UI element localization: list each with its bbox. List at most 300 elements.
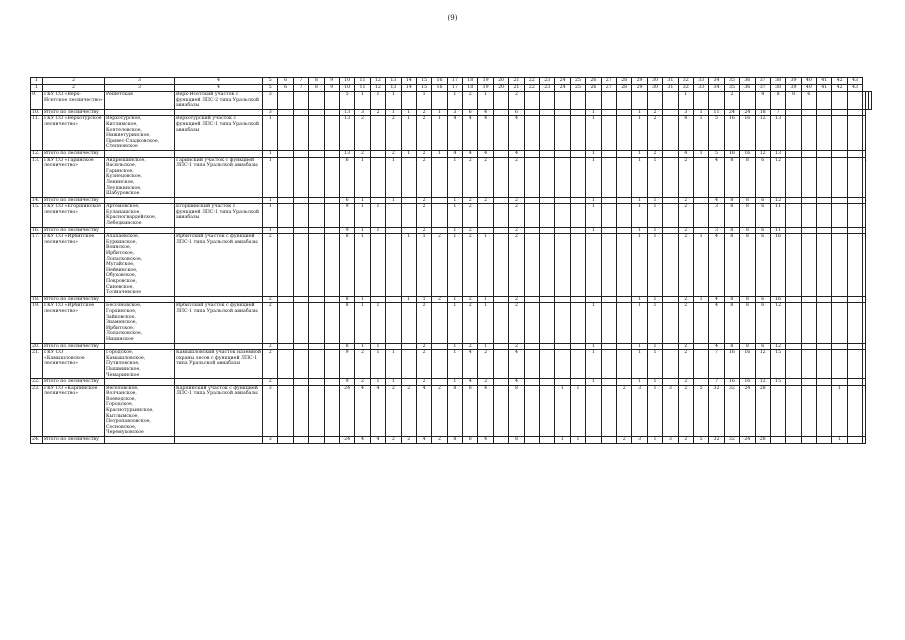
value-cell xyxy=(493,116,508,151)
value-cell xyxy=(817,204,832,227)
district-forestries-cell xyxy=(105,350,175,379)
value-cell xyxy=(555,379,570,386)
header-cell: 2 xyxy=(43,85,105,92)
value-cell xyxy=(801,197,816,204)
header-cell: 23 xyxy=(540,78,555,85)
value-cell: 1 xyxy=(863,157,866,197)
value-cell: 2 xyxy=(509,296,524,303)
value-cell: 4 xyxy=(509,350,524,379)
value-cell: 1 xyxy=(586,197,601,204)
value-cell: 1 xyxy=(447,227,462,234)
value-cell xyxy=(869,92,872,110)
value-cell xyxy=(401,227,416,234)
value-cell: 8 xyxy=(786,92,801,110)
value-cell: 1 xyxy=(386,92,401,110)
value-cell: 1 xyxy=(386,350,401,379)
header-cell: 43 xyxy=(847,78,862,85)
value-cell: 2 xyxy=(355,379,370,386)
value-cell: 2 xyxy=(416,343,431,350)
header-cell: 12 xyxy=(370,78,385,85)
value-cell xyxy=(663,234,678,297)
header-cell: 11 xyxy=(355,78,370,85)
value-cell xyxy=(540,150,555,157)
value-cell: 8 xyxy=(339,234,354,297)
value-cell xyxy=(832,92,847,110)
header-cell: 34 xyxy=(709,85,724,92)
header-cell: 38 xyxy=(770,78,785,85)
value-cell: 1 xyxy=(586,303,601,343)
value-cell xyxy=(401,157,416,197)
value-cell: 1 xyxy=(586,227,601,234)
value-cell: 3 xyxy=(709,204,724,227)
value-cell: 1 xyxy=(693,109,708,116)
value-cell xyxy=(324,204,339,227)
header-cell: 28 xyxy=(616,85,631,92)
header-cell: 29 xyxy=(632,85,647,92)
value-cell xyxy=(555,116,570,151)
value-cell xyxy=(817,385,832,436)
row-number-cell: 16. xyxy=(31,227,43,234)
value-cell: 8 xyxy=(740,296,755,303)
value-cell xyxy=(493,303,508,343)
value-cell xyxy=(847,303,862,343)
value-cell: 1 xyxy=(632,296,647,303)
value-cell xyxy=(555,303,570,343)
table-row xyxy=(31,157,872,197)
value-cell: 2 xyxy=(463,157,478,197)
forestry-name-cell: ГКУ СО «Ирбитское лесничество» xyxy=(43,234,105,297)
value-cell xyxy=(663,92,678,110)
value-cell: 2 xyxy=(386,437,401,444)
value-cell xyxy=(524,157,539,197)
header-cell: 24 xyxy=(555,78,570,85)
value-cell: 2 xyxy=(678,385,693,436)
header-cell: 30 xyxy=(647,85,662,92)
value-cell: 1 xyxy=(647,197,662,204)
row-number-cell: 11. xyxy=(31,116,43,151)
header-cell: 4 xyxy=(175,85,263,92)
value-cell xyxy=(601,150,616,157)
value-cell: 1 xyxy=(478,234,493,297)
value-cell: 1 xyxy=(632,343,647,350)
value-cell: 8 xyxy=(724,227,739,234)
value-cell xyxy=(817,197,832,204)
value-cell xyxy=(693,92,708,110)
value-cell xyxy=(432,197,447,204)
header-cell: 10 xyxy=(339,85,354,92)
value-cell: 2 xyxy=(416,204,431,227)
value-cell xyxy=(540,296,555,303)
fire-unit-cell xyxy=(175,296,263,303)
value-cell xyxy=(524,303,539,343)
value-cell: 1 xyxy=(632,350,647,379)
value-cell: 12 xyxy=(755,116,770,151)
value-cell xyxy=(370,296,385,303)
value-cell xyxy=(863,343,866,350)
header-cell: 26 xyxy=(586,78,601,85)
forestry-name-cell: Итого по лесничеству xyxy=(43,343,105,350)
value-cell xyxy=(817,157,832,197)
header-cell: 38 xyxy=(770,85,785,92)
value-cell xyxy=(786,296,801,303)
value-cell xyxy=(770,437,785,444)
header-cell: 27 xyxy=(601,78,616,85)
value-cell xyxy=(863,379,866,386)
header-cell: 29 xyxy=(632,78,647,85)
value-cell: 9 xyxy=(339,227,354,234)
value-cell: 11 xyxy=(770,204,785,227)
value-cell: 2 xyxy=(463,227,478,234)
header-cell: 19 xyxy=(478,85,493,92)
value-cell xyxy=(401,350,416,379)
value-cell xyxy=(478,204,493,227)
value-cell: 8 xyxy=(740,197,755,204)
value-cell xyxy=(293,157,308,197)
value-cell: 9 xyxy=(339,350,354,379)
value-cell xyxy=(370,234,385,297)
value-cell: 11 xyxy=(770,227,785,234)
value-cell xyxy=(616,116,631,151)
value-cell: 1 xyxy=(386,157,401,197)
forestry-name-cell: ГКУ СО «Гаринское лесничество» xyxy=(43,157,105,197)
value-cell xyxy=(663,227,678,234)
data-table xyxy=(30,77,872,444)
value-cell: 8 xyxy=(770,92,785,110)
value-cell xyxy=(540,204,555,227)
value-cell xyxy=(817,437,832,444)
header-cell: 20 xyxy=(493,78,508,85)
value-cell: 13 xyxy=(339,109,354,116)
value-cell: 16 xyxy=(740,150,755,157)
value-cell xyxy=(817,303,832,343)
value-cell xyxy=(847,109,862,116)
value-cell: 1 xyxy=(647,204,662,227)
value-cell xyxy=(309,296,324,303)
value-cell xyxy=(278,303,293,343)
value-cell xyxy=(601,157,616,197)
value-cell: 1 xyxy=(355,303,370,343)
value-cell xyxy=(555,197,570,204)
header-cell: 3 xyxy=(105,78,175,85)
value-cell: 1 xyxy=(693,116,708,151)
value-cell xyxy=(663,150,678,157)
value-cell xyxy=(847,157,862,197)
value-cell: 1 xyxy=(586,116,601,151)
value-cell: 1 xyxy=(678,92,693,110)
value-cell xyxy=(709,92,724,110)
value-cell xyxy=(801,227,816,234)
value-cell: 5 xyxy=(339,92,354,110)
header-cell: 14 xyxy=(401,85,416,92)
table-row xyxy=(31,92,872,110)
row-number-cell: 10. xyxy=(31,109,43,116)
value-cell: 1 xyxy=(832,437,847,444)
value-cell: 1 xyxy=(570,437,585,444)
table-row xyxy=(31,296,872,303)
value-cell xyxy=(524,197,539,204)
value-cell xyxy=(524,92,539,110)
value-cell xyxy=(801,109,816,116)
value-cell xyxy=(324,379,339,386)
district-forestries-cell xyxy=(105,116,175,151)
value-cell xyxy=(278,343,293,350)
value-cell: 2 xyxy=(678,197,693,204)
value-cell xyxy=(616,350,631,379)
value-cell xyxy=(524,116,539,151)
value-cell: 1 xyxy=(447,379,462,386)
value-cell: 1 xyxy=(432,109,447,116)
value-cell xyxy=(493,234,508,297)
value-cell xyxy=(309,303,324,343)
value-cell xyxy=(370,116,385,151)
district-forestries-cell xyxy=(105,379,175,386)
value-cell: 1 xyxy=(432,150,447,157)
value-cell: 3 xyxy=(263,92,278,110)
value-cell xyxy=(555,92,570,110)
value-cell xyxy=(616,343,631,350)
value-cell: 1 xyxy=(647,234,662,297)
value-cell xyxy=(324,234,339,297)
value-cell: 1 xyxy=(416,234,431,297)
value-cell: 2 xyxy=(678,296,693,303)
value-cell: 1 xyxy=(447,303,462,343)
value-cell: 2 xyxy=(509,227,524,234)
value-cell xyxy=(817,350,832,379)
value-cell xyxy=(493,197,508,204)
value-cell xyxy=(786,350,801,379)
forestry-name-cell: Итого по лесничеству xyxy=(43,296,105,303)
value-cell: 2 xyxy=(509,343,524,350)
value-cell: 6 xyxy=(339,197,354,204)
value-cell xyxy=(324,296,339,303)
value-cell: 32 xyxy=(709,437,724,444)
value-cell: 4 xyxy=(447,116,462,151)
value-cell: 7 xyxy=(709,379,724,386)
value-cell xyxy=(524,343,539,350)
value-cell: 2 xyxy=(724,92,739,110)
value-cell: 2 xyxy=(678,157,693,197)
forestry-name-cell: Итого по лесничеству xyxy=(43,227,105,234)
district-forestries-cell xyxy=(105,197,175,204)
value-cell: 1 xyxy=(401,116,416,151)
value-cell xyxy=(524,234,539,297)
header-cell: 1 xyxy=(31,78,43,85)
value-cell: 4 xyxy=(709,343,724,350)
value-cell: 1 xyxy=(632,204,647,227)
value-cell: 8 xyxy=(339,296,354,303)
value-cell xyxy=(663,296,678,303)
header-cell: 26 xyxy=(586,85,601,92)
value-cell xyxy=(786,157,801,197)
fire-unit-cell: Верх-Исетский участок с функцией ЛПС-2 типа Уральской авиабазы xyxy=(175,92,263,110)
header-cell: 37 xyxy=(755,85,770,92)
value-cell: 3 xyxy=(355,109,370,116)
value-cell: 8 xyxy=(447,385,462,436)
value-cell: 6 xyxy=(755,157,770,197)
value-cell: 2 xyxy=(678,227,693,234)
value-cell: 4 xyxy=(509,150,524,157)
value-cell: 2 xyxy=(478,197,493,204)
value-cell xyxy=(324,227,339,234)
value-cell xyxy=(693,350,708,379)
value-cell: 6 xyxy=(463,109,478,116)
value-cell: 6 xyxy=(509,109,524,116)
value-cell xyxy=(786,379,801,386)
value-cell: 2 xyxy=(355,350,370,379)
value-cell: 13 xyxy=(339,150,354,157)
value-cell xyxy=(278,227,293,234)
value-cell: 1 xyxy=(263,150,278,157)
value-cell xyxy=(293,150,308,157)
value-cell: 2 xyxy=(463,197,478,204)
district-forestries-text: Верхотурское, Китлимское, Коптеловское, Нижнетуринское, Привет-Сладковское, Степновское xyxy=(106,116,160,150)
value-cell xyxy=(309,234,324,297)
header-cell: 40 xyxy=(801,85,816,92)
value-cell xyxy=(278,379,293,386)
value-cell xyxy=(540,379,555,386)
value-cell: 12 xyxy=(770,197,785,204)
row-number-cell: 15. xyxy=(31,204,43,227)
fire-unit-cell xyxy=(175,227,263,234)
value-cell: 9 xyxy=(339,379,354,386)
value-cell: 3 xyxy=(678,109,693,116)
value-cell xyxy=(278,204,293,227)
header-cell: 11 xyxy=(355,85,370,92)
value-cell xyxy=(293,227,308,234)
value-cell xyxy=(693,227,708,234)
value-cell: 4 xyxy=(478,109,493,116)
value-cell xyxy=(663,350,678,379)
value-cell xyxy=(493,379,508,386)
value-cell: 3 xyxy=(663,385,678,436)
value-cell xyxy=(386,343,401,350)
value-cell: 1 xyxy=(647,227,662,234)
value-cell xyxy=(401,204,416,227)
row-number-cell: 13. xyxy=(31,157,43,197)
district-forestries-cell xyxy=(105,157,175,197)
value-cell: 1 xyxy=(447,350,462,379)
value-cell: 1 xyxy=(370,343,385,350)
value-cell xyxy=(493,296,508,303)
value-cell xyxy=(278,92,293,110)
value-cell xyxy=(540,116,555,151)
row-number-cell: 14. xyxy=(31,197,43,204)
value-cell xyxy=(278,296,293,303)
value-cell: 1 xyxy=(586,204,601,227)
value-cell: 8 xyxy=(339,343,354,350)
value-cell: 1 xyxy=(632,109,647,116)
value-cell: 8 xyxy=(724,204,739,227)
value-cell: 1 xyxy=(263,227,278,234)
header-cell: 3 xyxy=(105,85,175,92)
district-forestries-cell xyxy=(105,109,175,116)
value-cell xyxy=(832,296,847,303)
row-number-cell: 12. xyxy=(31,150,43,157)
value-cell xyxy=(832,157,847,197)
value-cell xyxy=(370,157,385,197)
value-cell: 1 xyxy=(370,379,385,386)
value-cell: 1 xyxy=(632,379,647,386)
value-cell: 13 xyxy=(339,116,354,151)
value-cell: 5 xyxy=(709,116,724,151)
value-cell xyxy=(278,197,293,204)
value-cell xyxy=(601,116,616,151)
value-cell: 1 xyxy=(355,234,370,297)
value-cell: 12 xyxy=(770,343,785,350)
value-cell xyxy=(570,227,585,234)
value-cell xyxy=(293,303,308,343)
value-cell xyxy=(832,343,847,350)
value-cell xyxy=(540,437,555,444)
value-cell: 2 xyxy=(263,296,278,303)
value-cell: 8 xyxy=(724,343,739,350)
value-cell: 3 xyxy=(632,437,647,444)
value-cell xyxy=(847,150,862,157)
header-cell: 21 xyxy=(509,78,524,85)
header-cell: 39 xyxy=(786,85,801,92)
value-cell: 1 xyxy=(355,296,370,303)
value-cell: 2 xyxy=(416,227,431,234)
value-cell xyxy=(832,204,847,227)
value-cell xyxy=(616,92,631,110)
value-cell: 2 xyxy=(355,116,370,151)
value-cell: 4 xyxy=(463,116,478,151)
value-cell xyxy=(801,350,816,379)
value-cell: 1 xyxy=(647,157,662,197)
header-cell: 16 xyxy=(432,78,447,85)
value-cell xyxy=(601,437,616,444)
value-cell xyxy=(293,437,308,444)
value-cell xyxy=(524,379,539,386)
value-cell xyxy=(309,109,324,116)
value-cell: 32 xyxy=(724,385,739,436)
table-row xyxy=(31,227,872,234)
value-cell: 24 xyxy=(740,437,755,444)
value-cell xyxy=(847,92,862,110)
value-cell: 16 xyxy=(740,350,755,379)
header-cell: 23 xyxy=(540,85,555,92)
value-cell xyxy=(555,350,570,379)
value-cell xyxy=(386,303,401,343)
value-cell xyxy=(493,350,508,379)
row-number-cell: 22. xyxy=(31,379,43,386)
value-cell xyxy=(570,204,585,227)
value-cell: 2 xyxy=(416,197,431,204)
value-cell xyxy=(540,197,555,204)
value-cell xyxy=(693,197,708,204)
value-cell: 2 xyxy=(678,234,693,297)
value-cell: 3 xyxy=(447,109,462,116)
forestry-name-cell: ГКУ СО «Карпинское лесничество» xyxy=(43,385,105,436)
row-number-cell: 20. xyxy=(31,343,43,350)
value-cell: 2 xyxy=(463,234,478,297)
value-cell xyxy=(601,227,616,234)
value-cell xyxy=(847,385,862,436)
value-cell: 8 xyxy=(724,296,739,303)
value-cell: 24 xyxy=(724,109,739,116)
value-cell: 2 xyxy=(616,385,631,436)
value-cell: 8 xyxy=(740,227,755,234)
value-cell xyxy=(309,150,324,157)
value-cell xyxy=(309,227,324,234)
value-cell xyxy=(801,116,816,151)
district-forestries-text: Городское, Камышловское, Путиловское, Пышминское, Чемаринское xyxy=(106,350,146,378)
value-cell: 4 xyxy=(709,197,724,204)
value-cell: 16 xyxy=(724,116,739,151)
value-cell xyxy=(601,296,616,303)
value-cell xyxy=(309,343,324,350)
value-cell: 2 xyxy=(616,437,631,444)
